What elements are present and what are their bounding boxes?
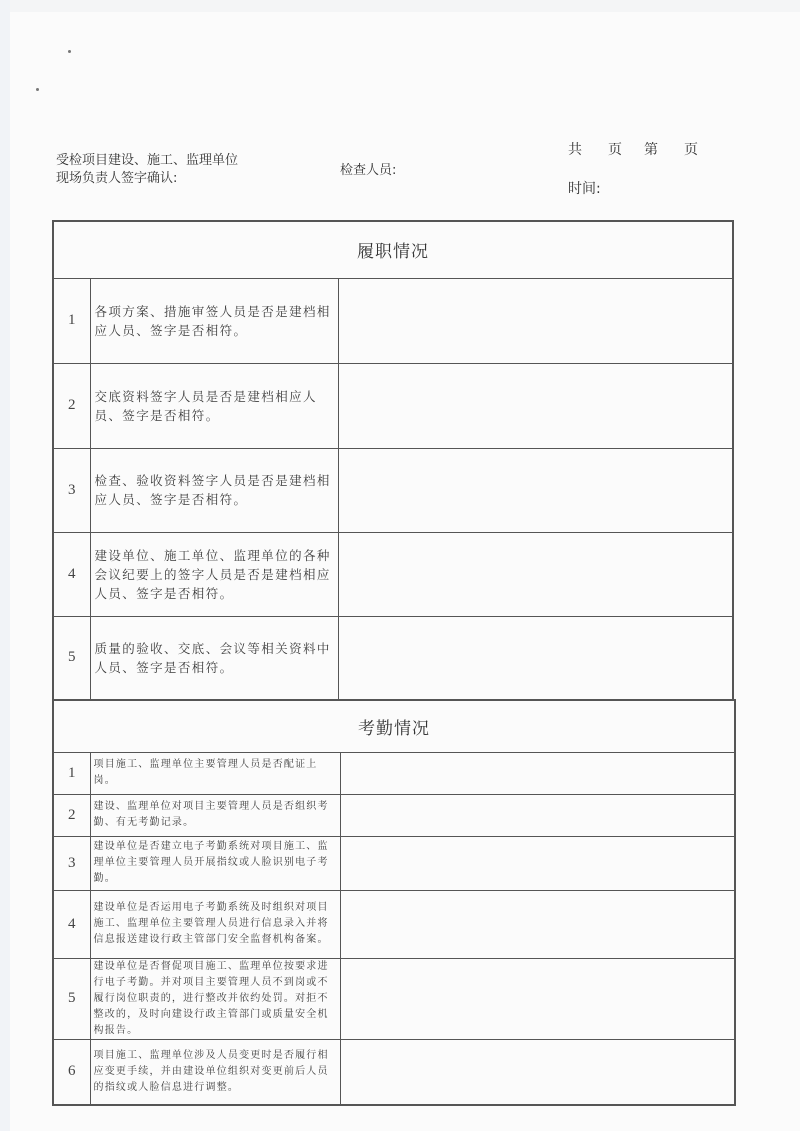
result-cell[interactable]	[340, 836, 735, 890]
row-number: 1	[53, 278, 90, 363]
row-description: 交底资料签字人员是否是建档相应人员、签字是否相符。	[90, 363, 338, 448]
row-number: 6	[53, 1039, 90, 1105]
row-number: 3	[53, 836, 90, 890]
result-cell[interactable]	[340, 958, 735, 1039]
table-row	[53, 752, 735, 794]
result-cell[interactable]	[340, 752, 735, 794]
scan-left-edge	[0, 0, 10, 1131]
page-total-label: 共	[568, 142, 582, 158]
row-number: 5	[53, 958, 90, 1039]
row-number: 1	[53, 752, 90, 794]
result-cell[interactable]	[338, 363, 733, 448]
duty-performance-table	[52, 220, 734, 701]
row-number: 5	[53, 616, 90, 700]
row-number: 2	[53, 363, 90, 448]
row-number: 3	[53, 448, 90, 532]
row-description: 建设单位是否建立电子考勤系统对项目施工、监理单位主要管理人员开展指纹或人脸识别电子考勤。	[90, 836, 340, 890]
time-label: 时间:	[568, 181, 601, 197]
table-row	[53, 448, 733, 532]
result-cell[interactable]	[338, 616, 733, 700]
row-description: 建设单位是否督促项目施工、监理单位按要求进行电子考勤。并对项目主要管理人员不到岗或不履行岗位职责的，进行整改并依约处罚。对拒不整改的，及时向建设行政主管部门或质量安全机构报告。	[90, 958, 340, 1039]
row-description: 检查、验收资料签字人员是否是建档相应人员、签字是否相符。	[90, 448, 338, 532]
attendance-table	[52, 699, 736, 1106]
unit-line-2: 现场负责人签字确认:	[56, 171, 178, 186]
row-number: 2	[53, 794, 90, 836]
row-number: 4	[53, 890, 90, 958]
row-description: 各项方案、措施审签人员是否是建档相应人员、签字是否相符。	[90, 278, 338, 363]
scan-speck	[36, 88, 39, 91]
table-row	[53, 532, 733, 616]
section-title: 考勤情况	[53, 700, 735, 752]
row-description: 建设、监理单位对项目主要管理人员是否组织考勤、有无考勤记录。	[90, 794, 340, 836]
row-description: 质量的验收、交底、会议等相关资料中人员、签字是否相符。	[90, 616, 338, 700]
table-row	[53, 794, 735, 836]
page-current-label: 第	[644, 142, 658, 158]
row-description: 建设单位、施工单位、监理单位的各种会议纪要上的签字人员是否是建档相应人员、签字是否相符。	[90, 532, 338, 616]
inspector-label: 检查人员:	[340, 163, 397, 178]
result-cell[interactable]	[340, 890, 735, 958]
table-row	[53, 836, 735, 890]
result-cell[interactable]	[338, 448, 733, 532]
responsible-person-signature-label	[56, 152, 238, 188]
page-unit-label: 页	[684, 142, 698, 158]
unit-line-1: 受检项目建设、施工、监理单位	[56, 153, 239, 168]
table-row	[53, 616, 733, 700]
row-number: 4	[53, 532, 90, 616]
section-title: 履职情况	[53, 221, 733, 278]
table-row	[53, 363, 733, 448]
row-description: 项目施工、监理单位主要管理人员是否配证上岗。	[90, 752, 340, 794]
row-description: 建设单位是否运用电子考勤系统及时组织对项目施工、监理单位主要管理人员进行信息录入并将信息报送建设行政主管部门安全监督机构备案。	[90, 890, 340, 958]
table-row	[53, 958, 735, 1039]
result-cell[interactable]	[340, 1039, 735, 1105]
scan-top-band	[10, 0, 800, 12]
result-cell[interactable]	[338, 278, 733, 363]
result-cell[interactable]	[338, 532, 733, 616]
table-row	[53, 1039, 735, 1105]
table-row	[53, 890, 735, 958]
page-unit-label: 页	[608, 142, 622, 158]
page-count	[568, 141, 698, 159]
table-row	[53, 278, 733, 363]
result-cell[interactable]	[340, 794, 735, 836]
scan-speck	[68, 50, 71, 53]
row-description: 项目施工、监理单位涉及人员变更时是否履行相应变更手续，并由建设单位组织对变更前后人员的指纹或人脸信息进行调整。	[90, 1039, 340, 1105]
